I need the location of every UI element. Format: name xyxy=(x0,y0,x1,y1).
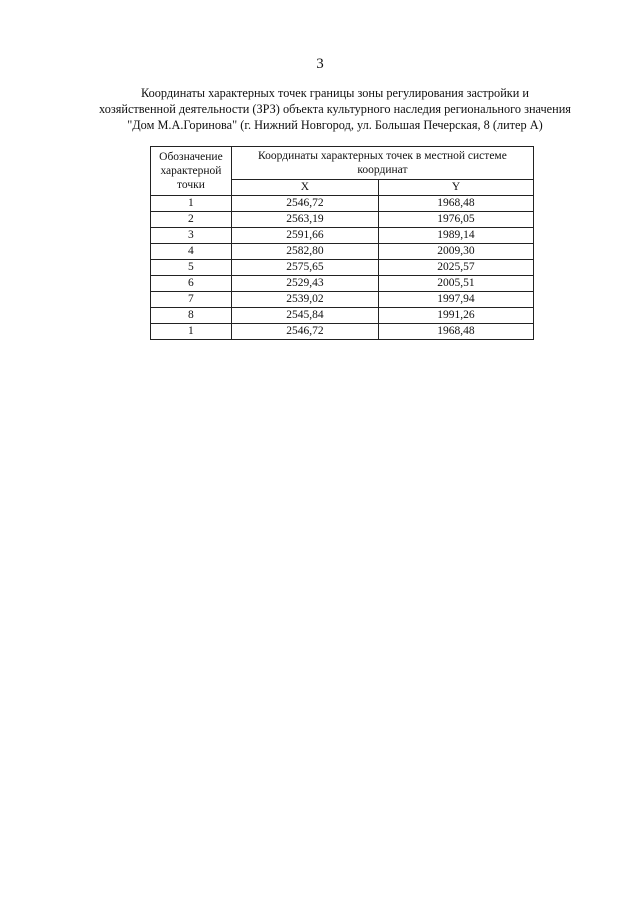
header-x: X xyxy=(231,180,378,196)
cell-point: 3 xyxy=(151,228,232,244)
cell-x: 2591,66 xyxy=(231,228,378,244)
table-row xyxy=(151,276,534,292)
table-row xyxy=(151,212,534,228)
cell-y: 1976,05 xyxy=(378,212,533,228)
table-row xyxy=(151,228,534,244)
cell-x: 2529,43 xyxy=(231,276,378,292)
cell-point: 8 xyxy=(151,308,232,324)
header-y: Y xyxy=(378,180,533,196)
cell-point: 2 xyxy=(151,212,232,228)
cell-x: 2545,84 xyxy=(231,308,378,324)
cell-x: 2575,65 xyxy=(231,260,378,276)
cell-point: 7 xyxy=(151,292,232,308)
cell-point: 1 xyxy=(151,196,232,212)
cell-point: 6 xyxy=(151,276,232,292)
cell-x: 2582,80 xyxy=(231,244,378,260)
cell-x: 2563,19 xyxy=(231,212,378,228)
table-row xyxy=(151,292,534,308)
title-line-2: хозяйственной деятельности (ЗРЗ) объекта культурного наследия регионального значения xyxy=(99,102,571,116)
title-line-3: "Дом М.А.Горинова" (г. Нижний Новгород, ул. Большая Печерская, 8 (литер А) xyxy=(127,118,543,132)
cell-point: 1 xyxy=(151,324,232,340)
cell-y: 2005,51 xyxy=(378,276,533,292)
header-row xyxy=(151,147,534,180)
cell-y: 1991,26 xyxy=(378,308,533,324)
table-row xyxy=(151,244,534,260)
header-point-designation: Обозначение характерной точки xyxy=(151,147,232,196)
cell-x: 2546,72 xyxy=(231,196,378,212)
cell-y: 1997,94 xyxy=(378,292,533,308)
cell-y: 2009,30 xyxy=(378,244,533,260)
header-coordinates: Координаты характерных точек в местной системе координат xyxy=(231,147,533,180)
page-number: 3 xyxy=(316,56,324,72)
coordinates-table xyxy=(150,146,534,340)
cell-y: 1989,14 xyxy=(378,228,533,244)
cell-x: 2546,72 xyxy=(231,324,378,340)
document-title xyxy=(90,85,580,133)
cell-y: 2025,57 xyxy=(378,260,533,276)
table-row xyxy=(151,324,534,340)
cell-y: 1968,48 xyxy=(378,324,533,340)
table-header xyxy=(151,147,534,196)
table-row xyxy=(151,196,534,212)
table-row xyxy=(151,308,534,324)
cell-y: 1968,48 xyxy=(378,196,533,212)
table-row xyxy=(151,260,534,276)
title-line-1: Координаты характерных точек границы зоны регулирования застройки и xyxy=(140,86,529,100)
cell-point: 5 xyxy=(151,260,232,276)
table-body xyxy=(151,196,534,340)
cell-x: 2539,02 xyxy=(231,292,378,308)
cell-point: 4 xyxy=(151,244,232,260)
